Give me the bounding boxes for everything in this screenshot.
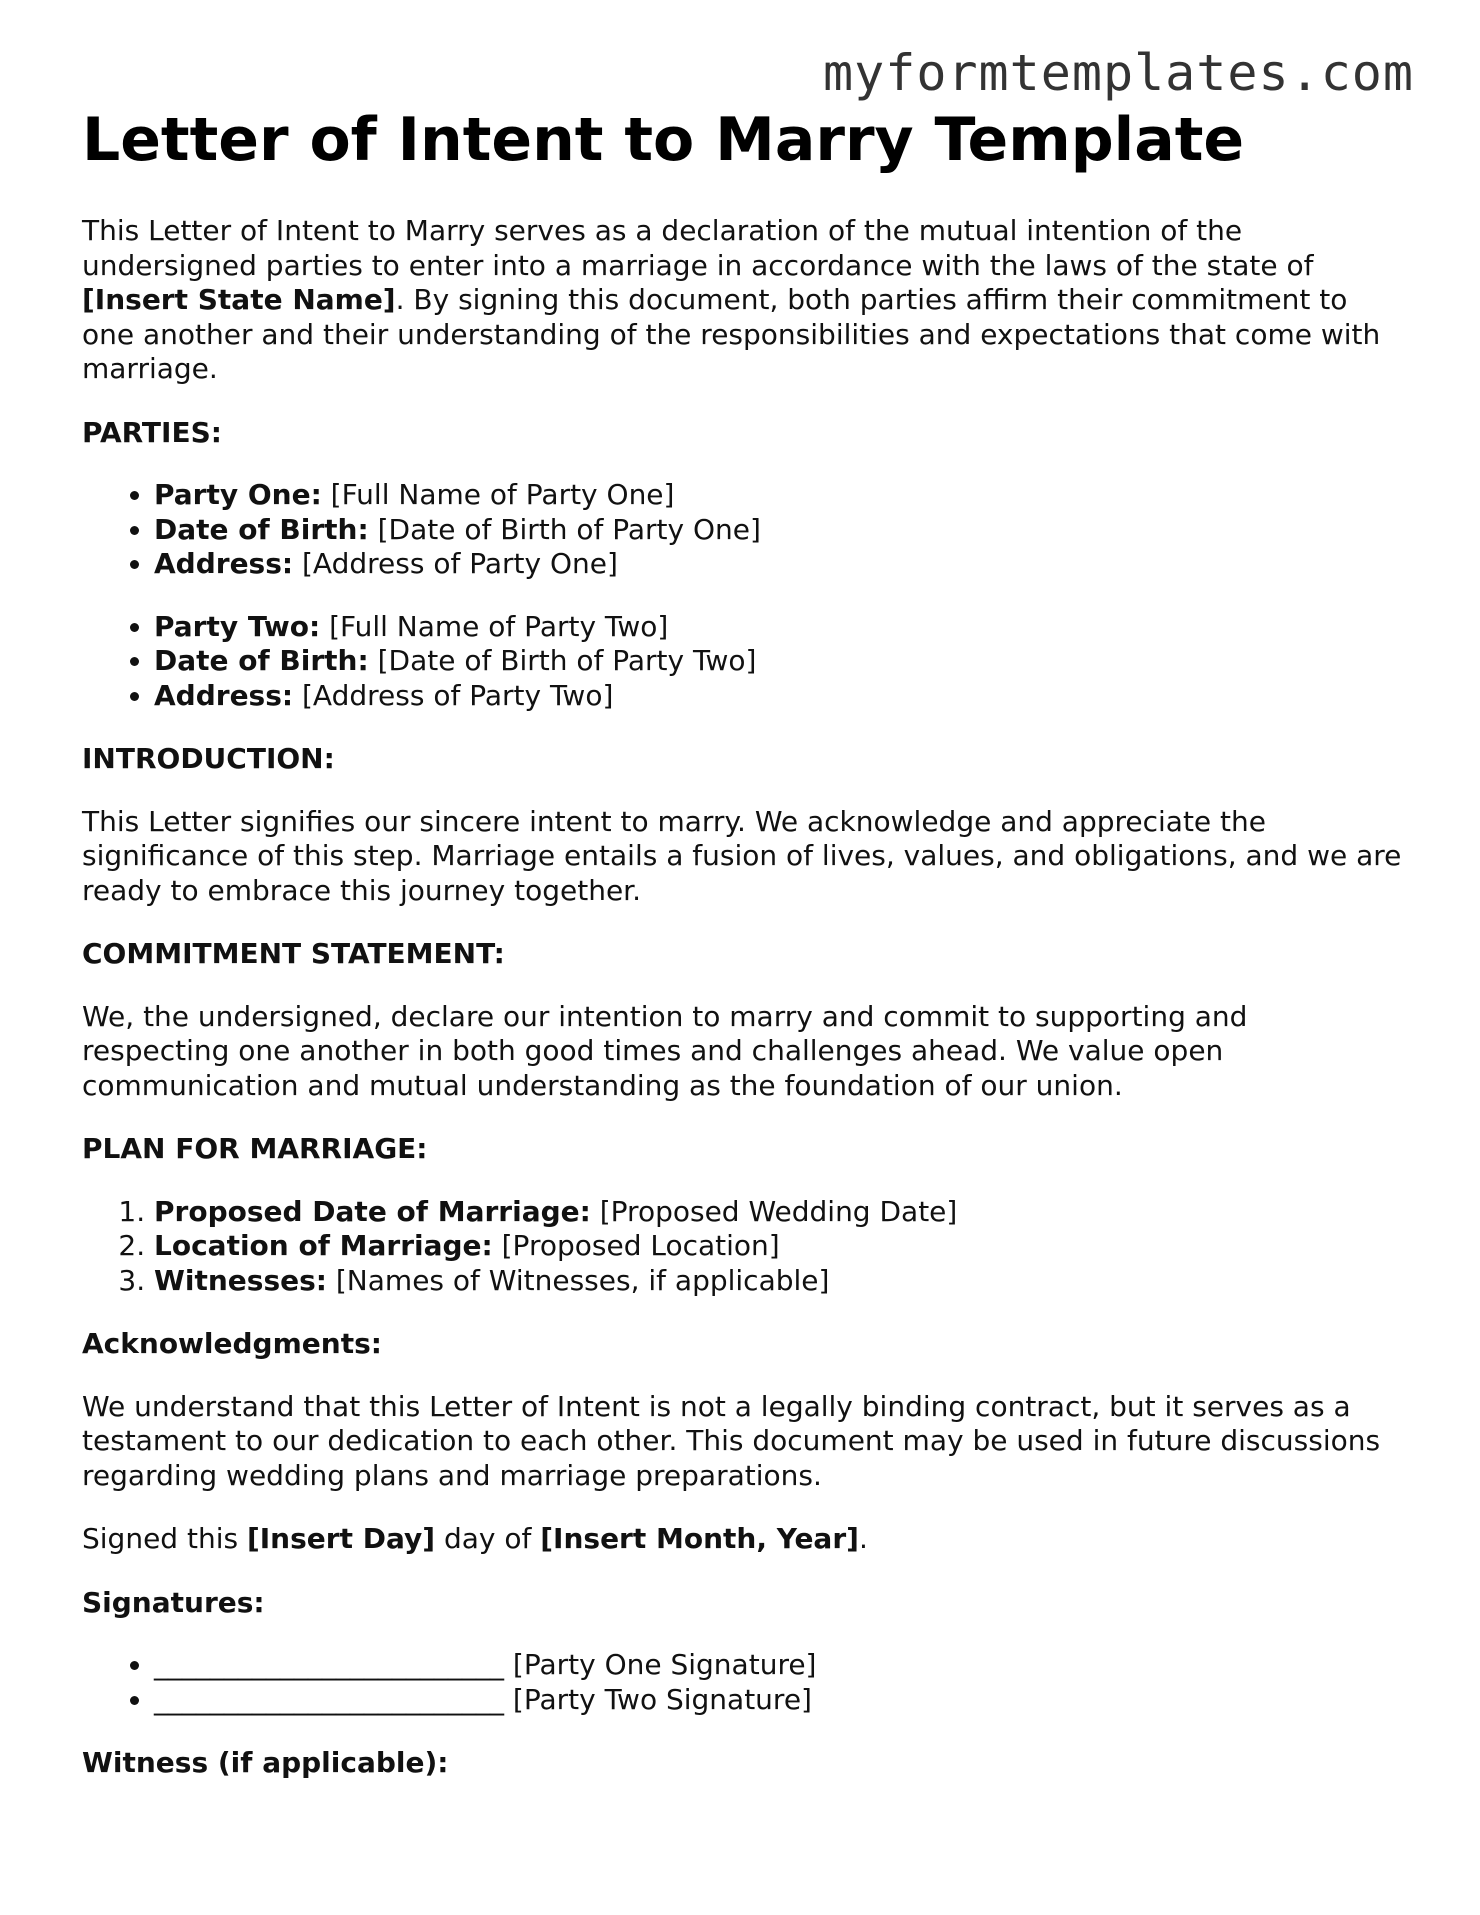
plan-heading: PLAN FOR MARRIAGE: xyxy=(82,1132,428,1165)
list-item xyxy=(154,1195,1402,1230)
introduction-paragraph: This Letter signifies our sincere intent to marry. We acknowledge and appreciate the significance of this step. Marriage entails a fusion of lives, values, and obligations, and we are ready to embrace this journey together. xyxy=(82,804,1402,907)
list-item xyxy=(154,478,1402,513)
signed-day-placeholder: [Insert Day] xyxy=(246,1522,436,1555)
list-item xyxy=(154,679,1402,714)
parties-heading: PARTIES: xyxy=(82,415,222,449)
party-two-list xyxy=(82,610,1402,714)
plan-witnesses-value: [Names of Witnesses, if applicable] xyxy=(326,1263,830,1297)
acknowledgments-heading: Acknowledgments: xyxy=(82,1327,382,1360)
document-title: Letter of Intent to Marry Template xyxy=(82,105,1245,175)
signed-month-year-placeholder: [Insert Month, Year] xyxy=(540,1522,859,1555)
list-item xyxy=(154,1229,1402,1264)
party-two-address-label: Address: xyxy=(154,678,294,712)
commitment-paragraph: We, the undersigned, declare our intention to marry and commit to supporting and respecting one another in both good times and challenges ahead. We value open communication and mutual understanding as the foundation of our union. xyxy=(82,999,1248,1102)
list-item xyxy=(154,1648,1402,1683)
acknowledgments-paragraph: We understand that this Letter of Intent is not a legally binding contract, but it serves as a testament to our dedication to each other. This document may be used in future discussions regarding wedding plans and marriage preparations. xyxy=(82,1389,1381,1492)
party-one-address: [Address of Party One] xyxy=(293,547,618,580)
document-page xyxy=(82,100,1402,1809)
party-one-name: [Full Name of Party One] xyxy=(321,478,675,511)
plan-list xyxy=(82,1195,1402,1299)
list-item xyxy=(154,547,1402,582)
party-one-address-label: Address: xyxy=(154,547,294,580)
party-two-dob-label: Date of Birth: xyxy=(154,644,369,677)
spacer xyxy=(82,1493,1402,1522)
party-two-address: [Address of Party Two] xyxy=(293,678,614,712)
party-two-label: Party Two: xyxy=(154,609,321,643)
plan-date-value: [Proposed Wedding Date] xyxy=(590,1194,958,1228)
signed-line xyxy=(82,1522,1402,1557)
plan-date-label: Proposed Date of Marriage: xyxy=(154,1194,591,1228)
party-one-list xyxy=(82,478,1402,582)
signature-line-two: _________________________ xyxy=(154,1682,504,1716)
commitment-heading: COMMITMENT STATEMENT: xyxy=(82,937,505,970)
watermark: myformtemplates.com xyxy=(823,44,1414,102)
witness-heading: Witness (if applicable): xyxy=(82,1746,449,1779)
signed-prefix: Signed this xyxy=(82,1522,247,1555)
list-item xyxy=(154,1264,1402,1299)
signature-label-one: [Party One Signature] xyxy=(504,1648,817,1681)
signatures-heading: Signatures: xyxy=(82,1585,265,1619)
party-two-dob: [Date of Birth of Party Two] xyxy=(368,644,757,677)
intro-text-before: This Letter of Intent to Marry serves as a declaration of the mutual intention of the undersigned parties to enter into a marriage in accordance with the laws of the state of xyxy=(82,214,1314,282)
signatures-list xyxy=(82,1648,1402,1717)
list-item xyxy=(154,513,1402,548)
party-one-dob: [Date of Birth of Party One] xyxy=(368,512,761,546)
intro-text-after: . By signing this document, both parties affirm their commitment to one another and their understanding of the responsibilities and expectations that come with marriage. xyxy=(82,283,1381,385)
intro-paragraph xyxy=(82,214,1402,387)
party-one-dob-label: Date of Birth: xyxy=(154,512,369,546)
plan-location-value: [Proposed Location] xyxy=(492,1229,780,1262)
list-item xyxy=(154,644,1402,679)
signed-suffix: . xyxy=(858,1522,868,1555)
signed-middle: day of xyxy=(435,1522,541,1555)
plan-location-label: Location of Marriage: xyxy=(154,1229,493,1262)
introduction-heading: INTRODUCTION: xyxy=(82,742,335,775)
signature-line-one: _________________________ xyxy=(154,1648,504,1681)
list-item xyxy=(154,1683,1402,1718)
party-one-label: Party One: xyxy=(154,478,322,511)
signature-label-two: [Party Two Signature] xyxy=(504,1682,812,1716)
state-placeholder: [Insert State Name] xyxy=(82,283,396,316)
party-two-name: [Full Name of Party Two] xyxy=(320,609,669,643)
list-item xyxy=(154,610,1402,645)
plan-witnesses-label: Witnesses: xyxy=(154,1263,327,1297)
